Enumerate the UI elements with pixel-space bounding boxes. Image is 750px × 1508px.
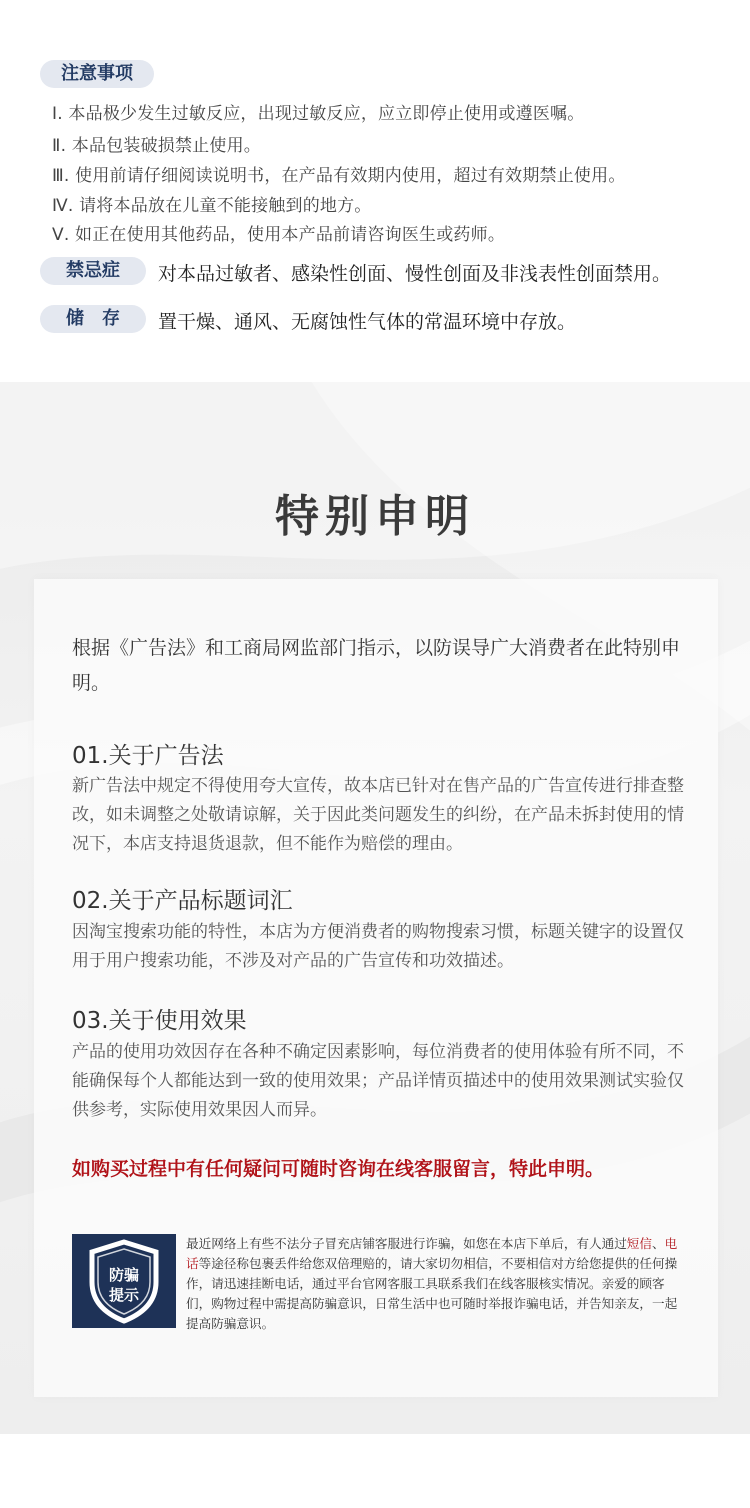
storage-text: 置干燥、通风、无腐蚀性气体的常温环境中存放。 — [158, 311, 577, 333]
storage-label: 储 存 — [40, 305, 146, 333]
note-item-4: Ⅳ. 请将本品放在儿童不能接触到的地方。 — [52, 196, 372, 216]
section-heading-1: 01.关于广告法 — [72, 743, 224, 769]
statement-title: 特别申明 — [275, 491, 475, 542]
statement-intro: 根据《广告法》和工商局网监部门指示，以防误导广大消费者在此特别申明。 — [72, 637, 681, 694]
note-item-3: Ⅲ. 使用前请仔细阅读说明书，在产品有效期内使用，超过有效期禁止使用。 — [52, 166, 626, 186]
notes-label: 注意事项 — [40, 60, 154, 88]
section-text-3: 产品的使用功效因存在各种不确定因素影响，每位消费者的使用体验有所不同，不能确保每个人都能达到一致的使用效果；产品详情页描述中的使用效果测试实验仅供参考，实际使用效果因人而异。 — [72, 1042, 684, 1120]
anti-fraud-notice — [186, 1234, 686, 1334]
section-text-1: 新广告法中规定不得使用夸大宣传，故本店已针对在售产品的广告宣传进行排查整改，如未调整之处敬请谅解，关于因此类问题发生的纠纷，在产品未拆封使用的情况下，本店支持退货退款，但不能作为赔偿的理由。 — [72, 776, 684, 854]
consult-notice: 如购买过程中有任何疑问可随时咨询在线客服留言，特此申明。 — [72, 1158, 605, 1180]
shield-icon — [72, 1234, 176, 1328]
note-item-5: Ⅴ. 如正在使用其他药品，使用本产品前请咨询医生或药师。 — [52, 225, 506, 245]
badge-text-2: 提示 — [108, 1286, 140, 1304]
fraud-text-1: 最近网络上有些不法分子冒充店铺客服进行诈骗，如您在本店下单后，有人通过 — [186, 1236, 627, 1251]
contraindication-text: 对本品过敏者、感染性创面、慢性创面及非浅表性创面禁用。 — [158, 263, 672, 285]
note-item-1: Ⅰ. 本品极少发生过敏反应，出现过敏反应，应立即停止使用或遵医嘱。 — [52, 104, 585, 124]
fraud-text-2: 等途径称包裹丢件给您双倍理赔的，请大家切勿相信，不要相信对方给您提供的任何操作，请迅速挂断电话，通过平台官网客服工具联系我们在线客服核实情况。亲爱的顾客们，购物过程中需提高防骗意识，日常生活中也可随时举报诈骗电话，并告知亲友，一起提高防骗意识。 — [186, 1256, 678, 1331]
special-statement-section — [0, 382, 750, 1434]
fraud-highlight-phone: 电话 — [186, 1236, 678, 1271]
section-text-2: 因淘宝搜索功能的特性，本店为方便消费者的购物搜索习惯，标题关键字的设置仅用于用户搜索功能，不涉及对产品的广告宣传和功效描述。 — [72, 922, 684, 971]
precautions-section — [0, 0, 750, 382]
fraud-highlight-sms: 短信 — [626, 1236, 652, 1251]
statement-card — [34, 579, 718, 1397]
section-heading-3: 03.关于使用效果 — [72, 1008, 247, 1034]
note-item-2: Ⅱ. 本品包装破损禁止使用。 — [52, 136, 261, 156]
fraud-separator: 、 — [651, 1236, 665, 1251]
badge-text-1: 防骗 — [108, 1266, 140, 1284]
section-heading-2: 02.关于产品标题词汇 — [72, 888, 293, 914]
anti-fraud-badge — [72, 1234, 176, 1328]
page-footer — [0, 1434, 750, 1508]
contraindication-label: 禁忌症 — [40, 257, 146, 285]
